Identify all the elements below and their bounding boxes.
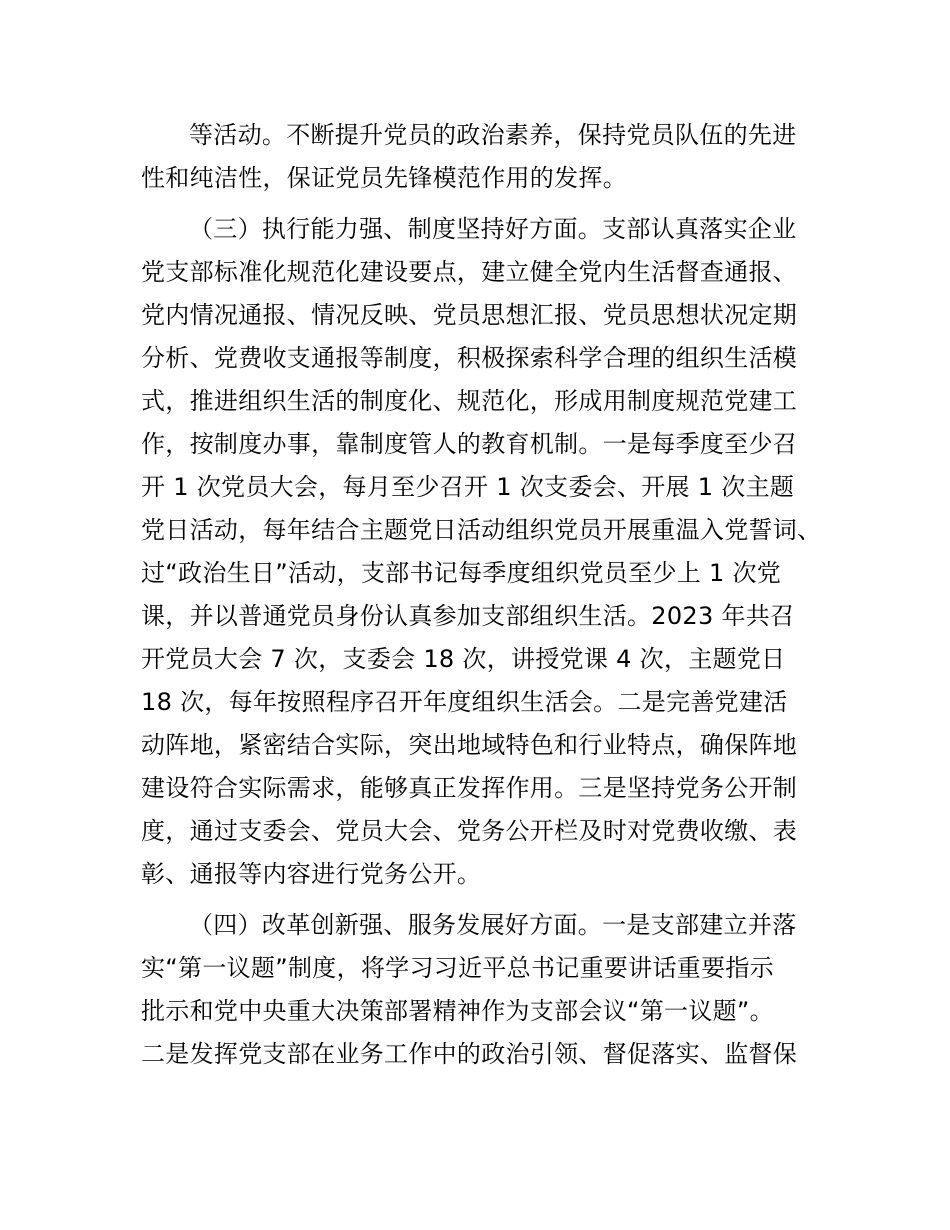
document-body xyxy=(141,114,821,1076)
paragraph-line: 彰、通报等内容进行党务公开。 xyxy=(141,860,482,888)
paragraph-line: 动阵地，紧密结合实际，突出地域特色和行业特点，确保阵地 xyxy=(141,731,798,759)
paragraph-line: 度，通过支委会、党员大会、党务公开栏及时对党费收缴、表 xyxy=(141,817,798,845)
paragraph-line: 开党员大会 7 次，支委会 18 次，讲授党课 4 次，主题党日 xyxy=(141,645,786,673)
paragraph-line: 党内情况通报、情况反映、党员思想汇报、党员思想状况定期 xyxy=(141,301,798,329)
paragraph-line: 等活动。不断提升党员的政治素养，保持党员队伍的先进 xyxy=(189,121,797,149)
section-heading-line: （四）改革创新强、服务发展好方面。一是支部建立并落 xyxy=(189,911,797,939)
paragraph-line: 实“第一议题”制度，将学习习近平总书记重要讲话重要指示 xyxy=(141,954,774,982)
paragraph-line: 作，按制度办事，靠制度管人的教育机制。一是每季度至少召 xyxy=(141,430,798,458)
paragraph-line: 性和纯洁性，保证党员先锋模范作用的发挥。 xyxy=(141,164,627,192)
paragraph-line: 二是发挥党支部在业务工作中的政治引领、督促落实、监督保 xyxy=(141,1040,798,1068)
paragraph-line: 建设符合实际需求，能够真正发挥作用。三是坚持党务公开制 xyxy=(141,774,798,802)
paragraph-line: 18 次，每年按照程序召开年度组织生活会。二是完善党建活 xyxy=(141,688,788,716)
paragraph-line: 课，并以普通党员身份认真参加支部组织生活。2023 年共召 xyxy=(141,602,795,630)
paragraph-line: 党支部标准化规范化建设要点，建立健全党内生活督查通报、 xyxy=(141,258,798,286)
paragraph-line: 分析、党费收支通报等制度，积极探索科学合理的组织生活模 xyxy=(141,344,798,372)
paragraph-line: 开 1 次党员大会，每月至少召开 1 次支委会、开展 1 次主题 xyxy=(141,473,795,501)
paragraph-line: 过“政治生日”活动，支部书记每季度组织党员至少上 1 次党 xyxy=(141,559,782,587)
paragraph-line: 批示和党中央重大决策部署精神作为支部会议“第一议题”。 xyxy=(141,997,774,1025)
section-heading-line: （三）执行能力强、制度坚持好方面。支部认真落实企业 xyxy=(189,215,797,243)
paragraph-line: 党日活动，每年结合主题党日活动组织党员开展重温入党誓词、 xyxy=(141,516,822,544)
paragraph-line: 式，推进组织生活的制度化、规范化，形成用制度规范党建工 xyxy=(141,387,798,415)
